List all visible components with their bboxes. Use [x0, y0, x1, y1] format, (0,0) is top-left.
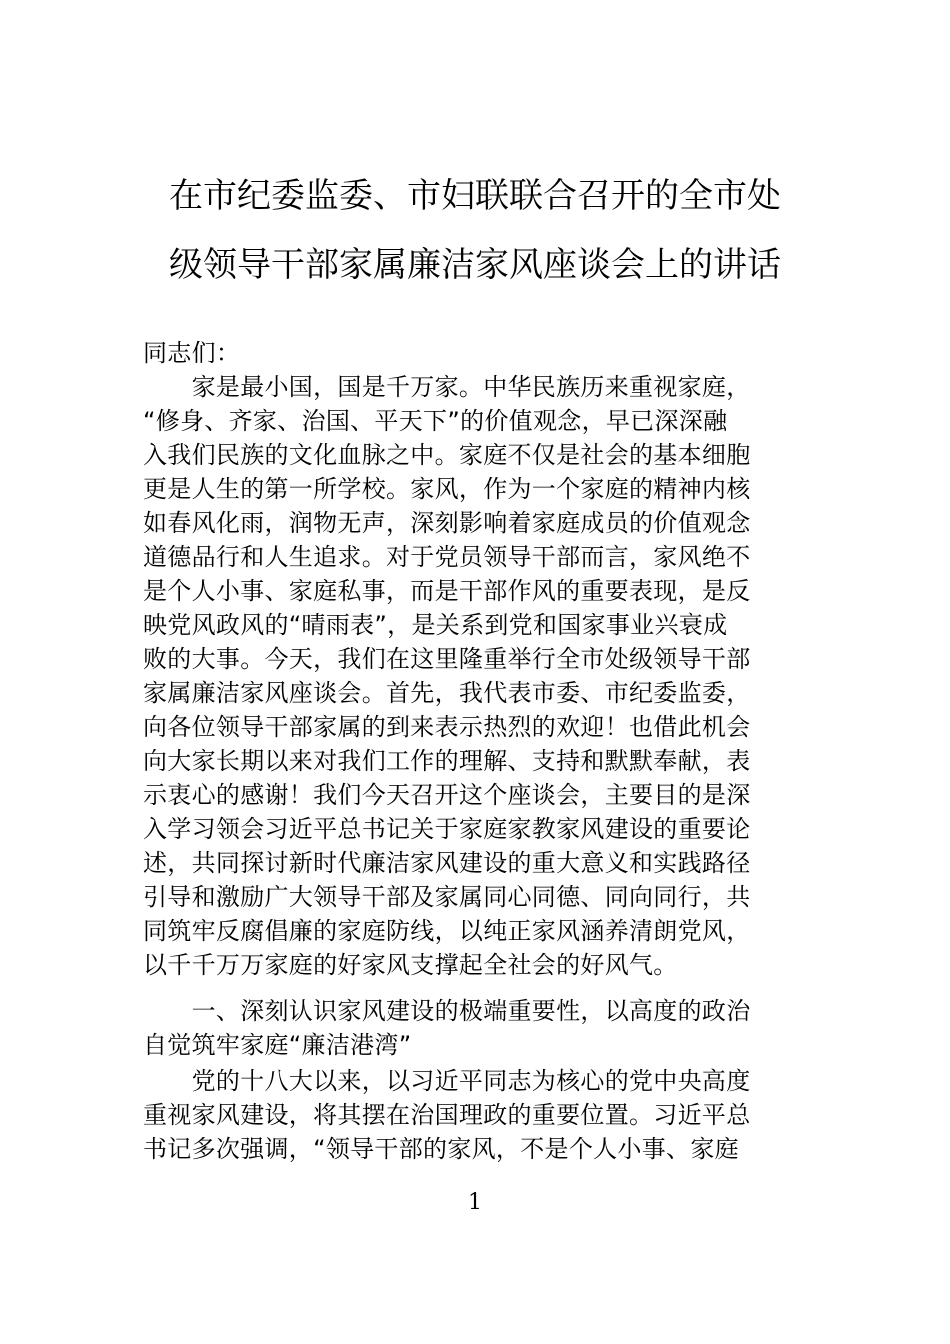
body-line: 重视家风建设，将其摆在治国理政的重要位置。习近平总 — [143, 1101, 751, 1129]
body-line: 入学习领会习近平总书记关于家庭家教家风建设的重要论 — [143, 815, 751, 843]
body-line: 向各位领导干部家属的到来表示热烈的欢迎！也借此机会 — [143, 713, 751, 741]
body-line: 以千千万万家庭的好家风支撑起全社会的好风气。 — [143, 951, 678, 979]
title-line-1: 在市纪委监委、市妇联联合召开的全市处 — [169, 176, 781, 216]
body-line: 述，共同探讨新时代廉洁家风建设的重大意义和实践路径 — [143, 849, 751, 877]
body-line: 是个人小事、家庭私事，而是干部作风的重要表现，是反 — [143, 577, 751, 605]
body-line: 更是人生的第一所学校。家风，作为一个家庭的精神内核 — [143, 475, 751, 503]
body-line: “修身、齐家、治国、平天下”的价值观念，早已深深融 — [143, 407, 728, 435]
section-heading-line: 一、深刻认识家风建设的极端重要性，以高度的政治 — [143, 997, 751, 1025]
body-line: 败的大事。今天，我们在这里隆重举行全市处级领导干部 — [143, 645, 751, 673]
salutation: 同志们： — [143, 339, 241, 367]
body-line: 家是最小国，国是千万家。中华民族历来重视家庭， — [143, 373, 751, 401]
body-line: 向大家长期以来对我们工作的理解、支持和默默奉献，表 — [143, 747, 751, 775]
title-line-2: 级领导干部家属廉洁家风座谈会上的讲话 — [169, 245, 781, 285]
body-line: 映党风政风的“晴雨表”，是关系到党和国家事业兴衰成 — [143, 611, 728, 639]
body-line: 道德品行和人生追求。对于党员领导干部而言，家风绝不 — [143, 543, 751, 571]
body-line: 引导和激励广大领导干部及家属同心同德、同向同行，共 — [143, 883, 751, 911]
body-line: 示衷心的感谢！我们今天召开这个座谈会，主要目的是深 — [143, 781, 751, 809]
body-line: 党的十八大以来，以习近平同志为核心的党中央高度 — [143, 1067, 751, 1095]
body-line: 家属廉洁家风座谈会。首先，我代表市委、市纪委监委， — [143, 679, 751, 707]
page-number: 1 — [468, 1190, 482, 1215]
body-line: 同筑牢反腐倡廉的家庭防线，以纯正家风涵养清朗党风， — [143, 917, 751, 945]
body-line: 入我们民族的文化血脉之中。家庭不仅是社会的基本细胞 — [143, 441, 751, 469]
body-line: 书记多次强调，“领导干部的家风，不是个人小事、家庭 — [143, 1135, 739, 1163]
body-line: 如春风化雨，润物无声，深刻影响着家庭成员的价值观念 — [143, 509, 751, 537]
section-heading-line: 自觉筑牢家庭“廉洁港湾” — [143, 1031, 412, 1059]
